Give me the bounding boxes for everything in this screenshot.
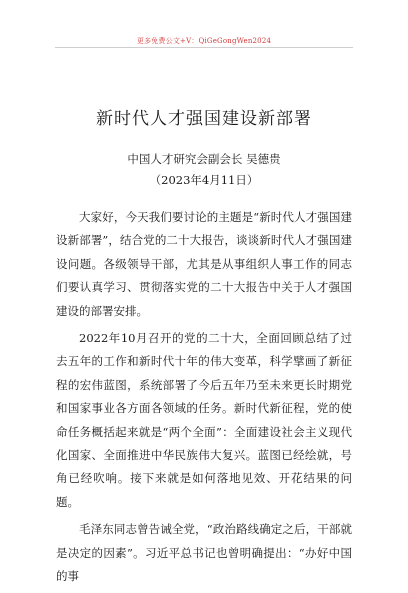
document-body: [56, 206, 352, 593]
paragraph-1: 大家好，今天我们要讨论的主题是“新时代人才强国建设新部署”，结合党的二十大报告，谈谈新时代人才强国建设问题。各级领导干部，尤其是从事组织人事工作的同志们要认真学习、贯彻落实党的二十大报告中关于人才强国建设的部署安排。: [56, 210, 352, 318]
paragraph-2: 2022年10月召开的党的二十大，全面回顾总结了过去五年的工作和新时代十年的伟大变革，科学擘画了新征程的宏伟蓝图，系统部署了今后五年乃至未来更长时期党和国家事业各方面各领域的任务。新时代新征程，党的使命任务概括起来就是“两个全面”：全面建设社会主义现代化国家、全面推进中华民族伟大复兴。蓝图已经绘就，号角已经吹响。接下来就是如何落地见效、开花结果的问题。: [56, 331, 352, 509]
document-author: 中国人才研究会副会长 吴德贵: [127, 152, 281, 166]
header-divider: [55, 47, 353, 48]
paragraph-3: 毛泽东同志曾告诫全党，“政治路线确定之后，干部就是决定的因素”。习近平总书记也曾明确提出：“办好中国的事: [56, 522, 352, 584]
header-watermark-note: 更多免费公文+V：QiGeGongWen2024: [136, 37, 272, 45]
document-date: （2023年4月11日）: [149, 173, 259, 187]
document-title: 新时代人才强国建设新部署: [96, 109, 312, 129]
